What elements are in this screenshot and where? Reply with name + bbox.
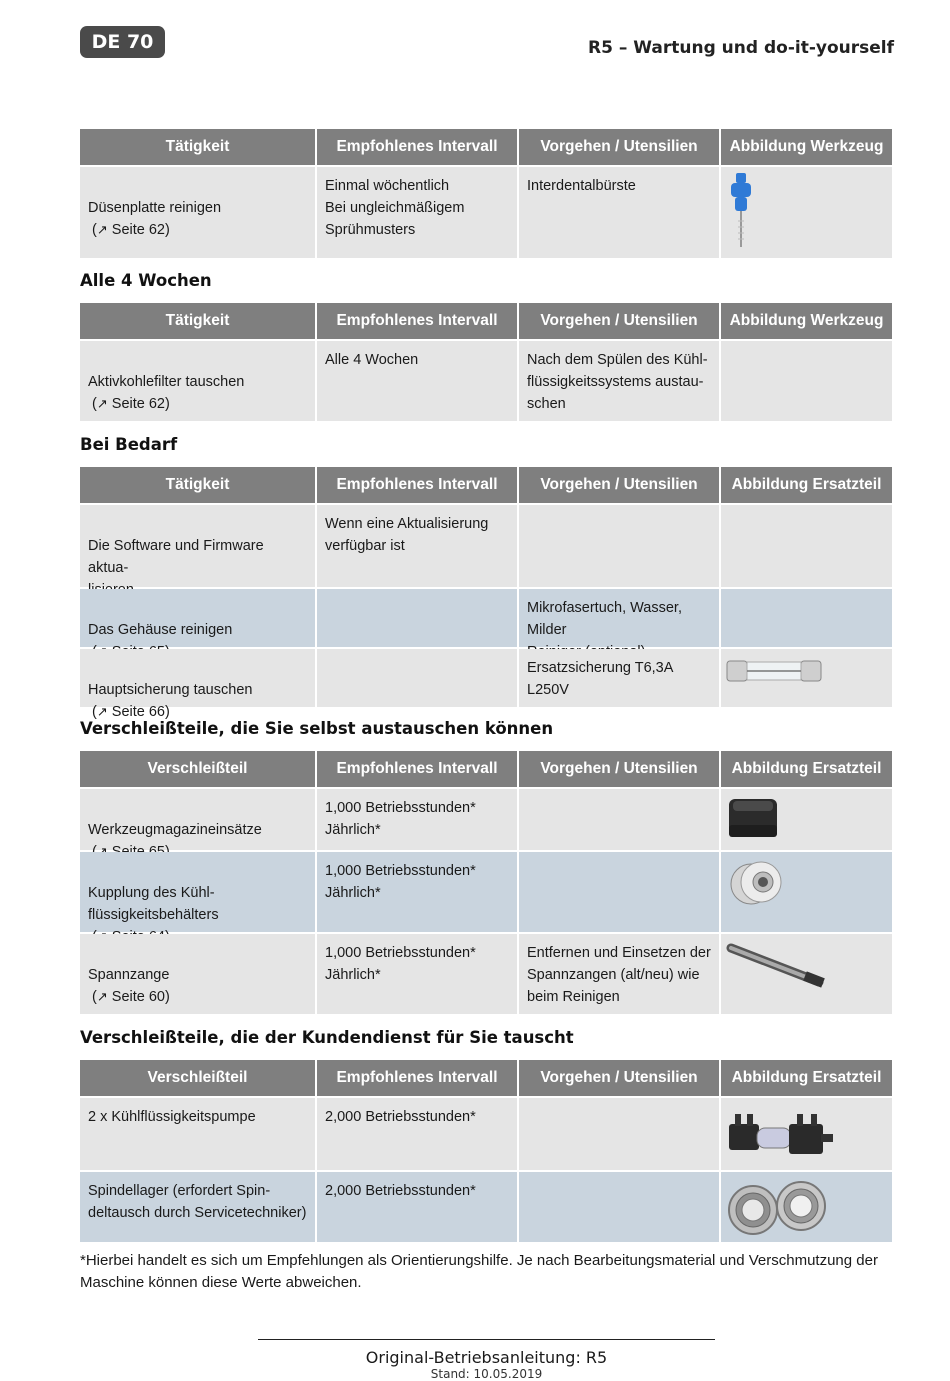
procedure-cell	[517, 852, 719, 932]
wear-part-cell	[80, 789, 315, 850]
section-title: Verschleißteile, die Sie selbst austauschen können	[80, 719, 554, 738]
procedure-cell: Mikrofasertuch, Wasser, Milder	[517, 589, 719, 647]
column-header: Verschleißteil	[80, 1060, 315, 1096]
footer-date: Stand: 10.05.2019	[430, 1367, 543, 1381]
page-reference-link[interactable]: (↗ Seite 62)	[92, 396, 170, 412]
table-row	[80, 850, 892, 932]
interval-cell	[315, 589, 517, 647]
image-cell	[719, 589, 892, 647]
image-cell	[719, 934, 892, 1014]
image-cell	[719, 1172, 892, 1242]
column-header: Abbildung Ersatzteil	[719, 751, 892, 787]
wear-part-cell: 2 x Kühlflüssigkeitspumpe	[80, 1098, 315, 1170]
activity-text: Düsenplatte reinigen	[88, 200, 222, 216]
page-reference-link[interactable]: (↗ Seite 62)	[92, 222, 170, 238]
table-header-row	[80, 1060, 892, 1096]
activity-text: Aktivkohlefilter tauschen	[88, 374, 245, 390]
interval-cell	[315, 649, 517, 707]
wear-part-cell	[80, 934, 315, 1014]
column-header: Tätigkeit	[80, 467, 315, 503]
image-cell	[719, 505, 892, 587]
activity-cell	[80, 167, 315, 258]
section-title: Alle 4 Wochen	[80, 271, 212, 290]
image-cell	[719, 649, 892, 707]
wear-part-text: Spannzange	[88, 967, 170, 983]
interval-cell: 1,000 Betriebsstunden* Jährlich*	[315, 852, 517, 932]
table-header-row	[80, 303, 892, 339]
column-header: Tätigkeit	[80, 129, 315, 165]
page-reference-text: Seite 62	[111, 396, 165, 412]
page-reference-text: Seite 62	[111, 222, 165, 238]
table-header-row	[80, 129, 892, 165]
footer-title: Original-Betriebsanleitung: R5	[365, 1348, 608, 1367]
interval-cell: 2,000 Betriebsstunden*	[315, 1172, 517, 1242]
page-reference-link[interactable]: (↗ Seite 60)	[92, 989, 170, 1005]
external-link-icon: ↗	[96, 989, 108, 1004]
interdental-brush-image	[727, 173, 757, 249]
coolant-coupling-image	[727, 858, 787, 906]
maintenance-table-weekly	[80, 129, 892, 258]
section-title: Bei Bedarf	[80, 435, 178, 454]
collet-image	[727, 940, 827, 990]
wear-part-text: Kupplung des Kühl- flüssigkeitsbehälters	[88, 885, 219, 923]
table-row	[80, 503, 892, 587]
page-reference-text: Seite 60	[111, 989, 165, 1005]
column-header: Vorgehen / Utensilien	[517, 751, 719, 787]
activity-cell	[80, 649, 315, 720]
column-header: Abbildung Ersatzteil	[719, 1060, 892, 1096]
procedure-cell	[517, 505, 719, 587]
procedure-cell	[517, 789, 719, 850]
table-row	[80, 339, 892, 421]
wear-parts-table-service	[80, 1060, 892, 1242]
page-header-title: R5 – Wartung und do-it-yourself	[588, 38, 894, 58]
glass-fuse-image	[727, 655, 821, 687]
procedure-cell: Nach dem Spülen des Kühl- flüssigkeitssystems austau- schen	[517, 341, 719, 421]
activity-text: Hauptsicherung tauschen	[88, 682, 253, 698]
column-header: Abbildung Werkzeug	[719, 303, 892, 339]
table-header-row	[80, 751, 892, 787]
wear-part-cell: Spindellager (erfordert Spin- deltausch durch Servicetechniker)	[80, 1172, 315, 1242]
column-header: Empfohlenes Intervall	[315, 1060, 517, 1096]
external-link-icon: ↗	[96, 222, 108, 237]
page-reference-text: Seite 66	[111, 704, 165, 720]
activity-cell	[80, 505, 315, 587]
column-header: Empfohlenes Intervall	[315, 751, 517, 787]
interval-cell: Alle 4 Wochen	[315, 341, 517, 421]
column-header: Abbildung Werkzeug	[719, 129, 892, 165]
wear-part-text: Werkzeugmagazineinsätze	[88, 822, 262, 838]
external-link-icon: ↗	[96, 396, 108, 411]
footer-divider	[258, 1339, 715, 1340]
page-number-badge: DE 70	[80, 26, 165, 58]
image-cell	[719, 852, 892, 932]
coolant-pump-image	[727, 1106, 837, 1162]
column-header: Vorgehen / Utensilien	[517, 303, 719, 339]
tool-magazine-insert-image	[727, 795, 779, 839]
image-cell	[719, 789, 892, 850]
maintenance-table-as-needed	[80, 467, 892, 720]
interval-cell: Wenn eine Aktualisierung verfügbar ist	[315, 505, 517, 587]
activity-cell	[80, 341, 315, 421]
wear-part-cell	[80, 852, 315, 932]
interval-cell: 2,000 Betriebsstunden*	[315, 1098, 517, 1170]
procedure-cell	[517, 1098, 719, 1170]
maintenance-table-4-weeks	[80, 303, 892, 421]
activity-text: Die Software und Firmware aktua-	[88, 538, 264, 576]
table-row	[80, 165, 892, 258]
image-cell	[719, 341, 892, 421]
activity-cell	[80, 589, 315, 647]
procedure-cell	[517, 1172, 719, 1242]
section-title: Verschleißteile, die der Kundendienst für Sie tauscht	[80, 1028, 574, 1047]
column-header: Empfohlenes Intervall	[315, 303, 517, 339]
table-row	[80, 787, 892, 850]
procedure-cell: Ersatzsicherung T6,3A L250V	[517, 649, 719, 707]
column-header: Vorgehen / Utensilien	[517, 1060, 719, 1096]
interval-cell: 1,000 Betriebsstunden* Jährlich*	[315, 789, 517, 850]
table-row	[80, 1096, 892, 1170]
image-cell	[719, 1098, 892, 1170]
column-header: Vorgehen / Utensilien	[517, 129, 719, 165]
column-header: Tätigkeit	[80, 303, 315, 339]
table-header-row	[80, 467, 892, 503]
external-link-icon: ↗	[96, 704, 108, 719]
image-cell	[719, 167, 892, 258]
spindle-bearings-image	[727, 1178, 831, 1236]
table-row	[80, 1170, 892, 1242]
column-header: Abbildung Ersatzteil	[719, 467, 892, 503]
column-header: Verschleißteil	[80, 751, 315, 787]
interval-cell: Einmal wöchentlich Bei ungleichmäßigem Sprühmusters	[315, 167, 517, 258]
table-row	[80, 932, 892, 1014]
column-header: Vorgehen / Utensilien	[517, 467, 719, 503]
table-row	[80, 587, 892, 647]
procedure-cell: Entfernen und Einsetzen der Spannzangen (alt/neu) wie beim Reinigen	[517, 934, 719, 1014]
page-reference-link[interactable]: (↗ Seite 66)	[92, 704, 170, 720]
activity-text: Das Gehäuse reinigen	[88, 622, 233, 638]
column-header: Empfohlenes Intervall	[315, 467, 517, 503]
footnote: *Hierbei handelt es sich um Empfehlungen als Orientierungshilfe. Je nach Bearbeitungsmaterial und Verschmutzung der Maschine können diese Werte abweichen.	[80, 1252, 878, 1291]
column-header: Empfohlenes Intervall	[315, 129, 517, 165]
wear-parts-table-self	[80, 751, 892, 1014]
interval-cell: 1,000 Betriebsstunden* Jährlich*	[315, 934, 517, 1014]
table-row	[80, 647, 892, 720]
procedure-cell: Interdentalbürste	[517, 167, 719, 258]
